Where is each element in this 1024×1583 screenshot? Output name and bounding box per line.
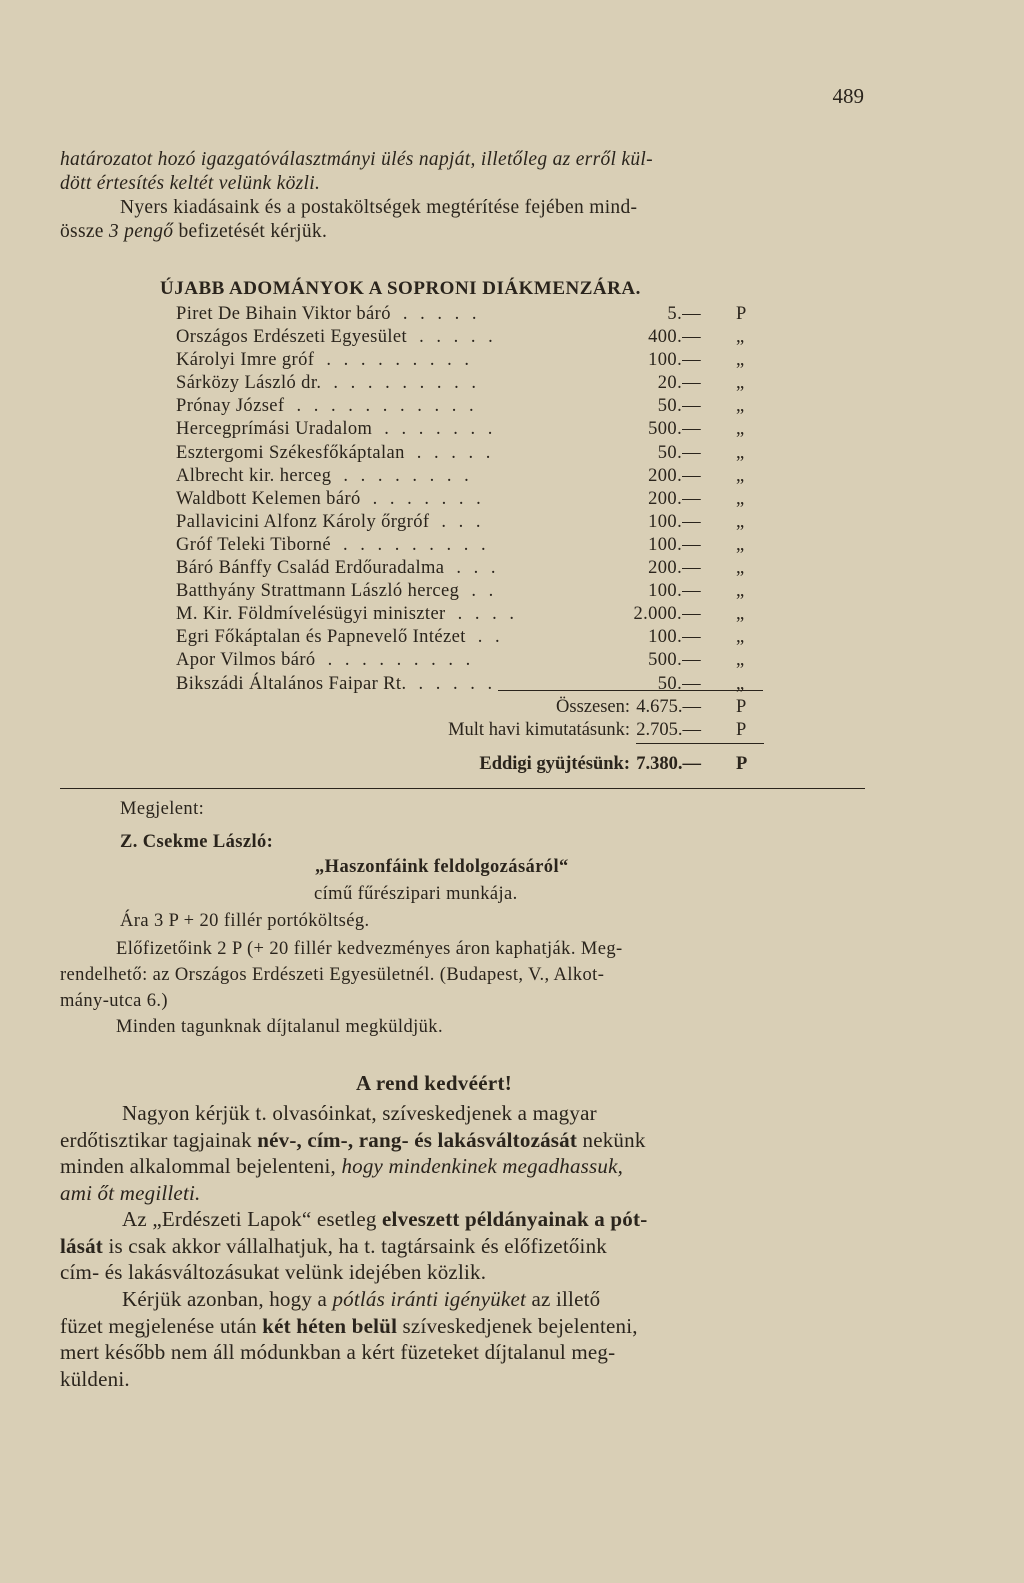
intro-line-1: határozatot hozó igazgatóválasztmányi ülés napját, illetőleg az erről kül- [60,149,653,170]
donation-amount: 500.— [648,419,701,440]
notice-emphasis: elveszett példányainak a pót- [382,1207,648,1231]
notice-paragraph-2 [60,1206,865,1286]
donation-row [176,511,776,534]
intro-line-4c: befizetését kérjük. [173,221,328,242]
notice-text: küldeni. [60,1366,130,1391]
donation-leader-dots: . . . . . . . . . [326,350,473,371]
donation-amount: 200.— [648,465,701,486]
notice-text: szíveskedjenek bejelenteni, [397,1313,638,1338]
intro-paragraph [60,148,865,244]
donation-leader-dots: . . . . . . . . . [327,650,475,671]
intro-line [60,148,865,172]
donation-row [176,649,776,672]
notice-text: minden alkalommal bejelenteni, [60,1154,342,1178]
notice-line [60,1100,865,1127]
notice-text: Kérjük azonban, hogy a [122,1287,333,1311]
donation-unit: „ [736,488,745,509]
donation-row [176,395,776,418]
intro-line-3: Nyers kiadásaink és a postaköltségek megtérítése fejében mind- [120,197,638,218]
notice-text: erdőtisztikar tagjainak [60,1127,258,1152]
notice-emphasis: lását [60,1233,103,1258]
donation-leader-dots: . . [477,627,504,648]
intro-line-4b: 3 pengő [108,221,174,242]
publication-book-title: „Haszonfáink feldolgozásáról“ [315,857,569,877]
donation-name: Prónay József [176,396,285,417]
donation-name: Batthyány Strattmann László herceg [176,581,460,602]
donation-unit: „ [736,581,745,602]
previous-total-unit: P [736,720,747,740]
donation-name: Egri Főkáptalan és Papnevelő Intézet [176,627,466,648]
donation-row [176,303,776,326]
notice-italic: hogy mindenkinek megadhassuk, [341,1154,624,1178]
section-divider [60,788,865,789]
donation-amount: 200.— [648,488,701,509]
publication-order-line-2: rendelhető: az Országos Erdészeti Egyesületnél. (Budapest, V., Alkot- [60,965,605,985]
donation-amount: 5.— [667,304,701,324]
notice-line [60,1286,865,1313]
donation-leader-dots: . . [471,581,498,602]
notice-text: is csak akkor vállalhatjuk, ha t. tagtársaink és előfizetőink [103,1233,607,1258]
subtotal-rule [498,690,763,691]
donation-unit: „ [736,327,745,348]
notice-text: nekünk [577,1127,646,1152]
donation-row [176,557,776,580]
donation-unit: „ [736,534,745,555]
total-row [300,697,630,721]
donation-leader-dots: . . . . [457,604,518,625]
publication-price: Ára 3 P + 20 fillér portóköltség. [120,911,370,931]
donation-name: Apor Vilmos báró [176,650,316,671]
donation-unit: „ [736,511,745,532]
donation-unit: „ [736,465,745,486]
donation-leader-dots: . . . . . [416,442,495,463]
total-unit: P [736,697,747,717]
donation-amount: 50.— [657,396,701,417]
notice-paragraph-3 [60,1286,865,1392]
notice-paragraph-1 [60,1100,865,1206]
donation-row [176,418,776,441]
donation-unit: „ [736,350,745,371]
donation-row [176,580,776,603]
notice-text: Nagyon kérjük t. olvasóinkat, szíveskedjenek a magyar [122,1101,597,1125]
notice-line [60,1206,865,1233]
donation-leader-dots: . . . . . [419,327,497,348]
donation-name: Károlyi Imre gróf [176,350,315,371]
intro-line-4a: össze [60,221,109,242]
notice-italic: ami őt megilleti. [60,1180,201,1205]
donation-leader-dots: . . . [456,558,500,579]
donation-leader-dots: . . . [441,511,485,532]
publication-heading: Megjelent: [120,799,205,819]
donation-row [176,488,776,511]
donation-name: Piret De Bihain Viktor báró [176,304,391,324]
publication-subtitle: című fűrészipari munkája. [314,884,518,904]
donation-name: Waldbott Kelemen báró [176,488,361,509]
donation-amount: 20.— [657,373,701,394]
donation-unit: „ [736,442,745,463]
donation-leader-dots: . . . . . . . . . . . [296,396,478,417]
notice-line [60,1259,865,1286]
donation-row [176,673,776,696]
notice-line [60,1313,865,1340]
donation-name: M. Kir. Földmívelésügyi miniszter [176,604,446,625]
donation-name: Gróf Teleki Tiborné [176,534,331,555]
publication-author: Z. Csekme László: [120,832,274,852]
notice-line [60,1366,865,1393]
donation-row [176,465,776,488]
page-number: 489 [832,84,864,108]
notice-line [60,1127,865,1154]
notice-line [60,1153,865,1180]
donation-name: Bikszádi Általános Faipar Rt. [176,673,407,694]
notice-line [60,1233,865,1260]
donation-amount: 2.000.— [633,604,701,625]
notice-text: mert később nem áll módunkban a kért füzeteket díjtalanul meg- [60,1340,616,1364]
grand-total-rule [636,743,764,744]
previous-total-amount: 2.705.— [636,720,701,740]
donation-amount: 100.— [648,534,701,555]
notice-line [60,1339,865,1366]
donation-unit: „ [736,673,745,694]
notice-emphasis: két héten belül [262,1313,398,1338]
grand-total-row [300,754,630,778]
donation-name: Sárközy László dr. [176,373,322,394]
notice-italic: pótlás iránti igényüket [332,1287,527,1311]
donation-amount: 100.— [648,581,701,602]
donations-list [176,303,776,696]
donation-amount: 100.— [648,350,701,371]
donation-leader-dots: . . . . . . . [384,419,497,440]
notice-text: Az „Erdészeti Lapok“ esetleg [122,1207,383,1231]
intro-line [60,220,865,244]
grand-total-label: Eddigi gyüjtésünk: [479,754,630,774]
donation-amount: 50.— [657,442,701,463]
donation-name: Hercegprímási Uradalom [176,419,373,440]
donation-name: Báró Bánffy Család Erdőuradalma [176,558,445,579]
donation-leader-dots: . . . . . . . [372,488,485,509]
publication-order-line-3: mány-utca 6.) [60,991,168,1011]
donation-amount: 100.— [648,511,701,532]
donation-unit: „ [736,419,745,440]
donation-row [176,603,776,626]
donation-unit: „ [736,627,745,648]
grand-total-amount: 7.380.— [636,754,701,774]
intro-line [60,172,865,196]
total-label: Összesen: [556,697,630,717]
donation-unit: „ [736,604,745,625]
notice-emphasis: név-, cím-, rang- és lakásváltozását [257,1127,578,1152]
publication-order-line-1: Előfizetőink 2 P (+ 20 fillér kedvezményes áron kaphatják. Meg- [116,939,623,959]
grand-total-unit: P [736,754,748,774]
donation-leader-dots: . . . . . . . . . [333,373,481,394]
notice-text: az illető [526,1287,601,1311]
previous-total-label: Mult havi kimutatásunk: [448,720,630,740]
donation-row [176,349,776,372]
notice-text: füzet megjelenése után [60,1313,263,1338]
donation-name: Albrecht kir. herceg [176,465,332,486]
publication-free-note: Minden tagunknak díjtalanul megküldjük. [116,1017,443,1037]
donation-unit: „ [736,558,745,579]
donation-amount: 50.— [657,673,701,694]
donation-leader-dots: . . . . . [418,673,497,694]
donation-row [176,372,776,395]
donations-title: ÚJABB ADOMÁNYOK A SOPRONI DIÁKMENZÁRA. [160,278,641,299]
donation-row [176,442,776,465]
donation-amount: 200.— [648,558,701,579]
donation-unit: P [736,304,747,324]
donation-amount: 400.— [648,327,701,348]
donation-amount: 100.— [648,627,701,648]
donation-leader-dots: . . . . . . . . . [343,534,490,555]
donation-name: Esztergomi Székesfőkáptalan [176,442,405,463]
donation-name: Országos Erdészeti Egyesület [176,327,408,348]
notice-text: cím- és lakásváltozásukat velünk idejében közlik. [60,1260,487,1284]
donation-row [176,326,776,349]
donation-unit: „ [736,373,745,394]
previous-total-row [300,720,630,744]
donation-leader-dots: . . . . . . . . [343,465,473,486]
intro-line-2: dött értesítés keltét velünk közli. [60,173,321,194]
donation-row [176,626,776,649]
donation-leader-dots: . . . . . [402,304,481,324]
notice-title: A rend kedvéért! [356,1071,513,1095]
donation-name: Pallavicini Alfonz Károly őrgróf [176,511,430,532]
total-amount: 4.675.— [636,697,701,717]
donation-row [176,534,776,557]
notice-line [60,1180,865,1207]
donation-unit: „ [736,650,745,671]
donation-unit: „ [736,396,745,417]
donation-amount: 500.— [648,650,701,671]
